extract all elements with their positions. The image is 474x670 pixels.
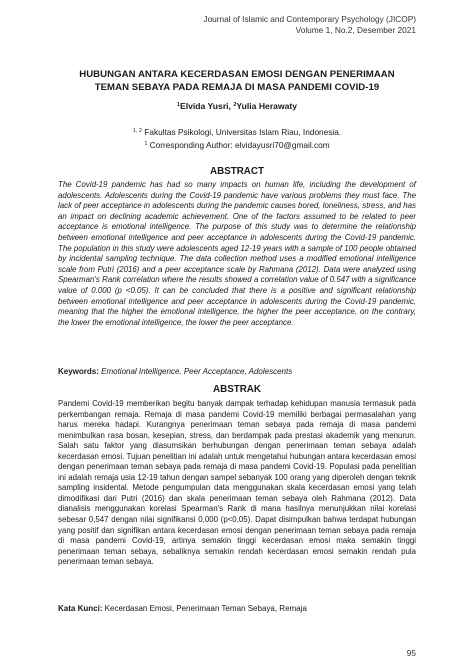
page-number: 95	[406, 648, 416, 658]
corresponding-superscript: 1	[144, 141, 148, 147]
affiliation-block	[58, 125, 416, 151]
corresponding-author: Corresponding Author: elvidayusri70@gmail.com	[147, 140, 330, 150]
title-line-1: HUBUNGAN ANTARA KECERDASAN EMOSI DENGAN PENERIMAAN	[79, 69, 395, 80]
keywords-label: Keywords:	[58, 367, 99, 376]
abstract-heading: ABSTRACT	[210, 166, 264, 177]
kata-kunci-value: Kecerdasan Emosi, Penerimaan Teman Sebaya, Remaja	[102, 604, 307, 613]
kata-kunci-line	[58, 604, 416, 615]
paper-title	[58, 68, 416, 94]
title-line-2: TEMAN SEBAYA PADA REMAJA DI MASA PANDEMI COVID-19	[94, 82, 380, 93]
abstrak-text: Pandemi Covid-19 memberikan begitu banyak dampak terhadap kehidupan manusia termasuk pada perkembangan remaja. Remaja di masa pandemi Covid-19 memiliki berbagai permasalahan yang harus mereka hadapi. Kurangnya penerimaan teman sebaya pada remaja di masa pandemi menimbulkan rasa bosan, kesepian, stress, dan berdampak pada prestasi akademik yang menurun. Salah satu faktor yang diasumsikan berhubungan dengan penerimaan teman sebaya adalah kecerdasan emosi. Tujuan penelitian ini adalah untuk mengetahui hubungan antara kecerdasan emosi dengan penerimaan teman sebaya pada remaja di masa pandemi Covid-19. Populasi pada penelitian ini adalah remaja usia 12-19 tahun dengan sampel sebanyak 100 orang yang diperoleh dengan teknik sampling insidental. Metode pengumpulan data menggunakan skala kecerdasan emosi yang telah dimodifikasi dari Putri (2016) dan skala penerimaan teman sebaya oleh Rahmana (2012). Data dianalisis menggunakan korelasi Spearman's Rank di mana hasilnya menunjukkan nilai korelasi sebesar 0,547 dengan nilai signifikansi 0,000 (p<0,05). Dapat disimpulkan bahwa terdapat hubungan yang positif dan signifikan antara kecerdasan emosi dengan penerimaan teman sebaya pada remaja di masa pandemi Covid-19, artinya semakin tinggi kecerdasan emosi maka semakin tinggi penerimaan teman sebaya, sebaliknya semakin rendah kecerdasan emosi semakin rendah pula penerimaan teman sebaya.	[58, 399, 416, 567]
journal-name: Journal of Islamic and Contemporary Psychology (JICOP)	[203, 14, 416, 24]
author-list	[58, 101, 416, 111]
journal-volume: Volume 1, No.2, Desember 2021	[295, 25, 416, 35]
kata-kunci-label: Kata Kunci:	[58, 604, 103, 613]
author-1: Elvida Yusri,	[179, 101, 234, 111]
author1-superscript: 1	[176, 102, 180, 108]
journal-header	[203, 14, 416, 36]
author2-superscript: 2	[233, 102, 237, 108]
author-2: Yulia Herawaty	[236, 101, 298, 111]
corresponding-line	[58, 138, 416, 151]
affiliation-superscript: 1, 2	[132, 128, 142, 134]
keywords-line	[58, 367, 416, 378]
abstract-text: The Covid-19 pandemic has had so many impacts on human life, including the development of adolescents. Adolescents during the Covid-19 pandemic have various problems they must face. The lack of peer acceptance in adolescents during the pandemic causes bored, loneliness, stress, and has an impact on declining academic achievement. One of the factors assumed to be related to peer acceptance is emotional intelligence. The purpose of this study was to determine the relationship between emotional intelligence and peer acceptance in adolescents during the Covid-19 pandemic. The population in this study were adolescents aged 12-19 years with a sample of 100 people obtained by incidental sampling technique. The data collection method uses a modified emotional intelligence scale from Putri (2016) and a peer acceptance scale by Rahmana (2012). Data were analyzed using Spearman's Rank correlation where the results showed a correlation value of 0.547 with a significance value of 0.000 (p <0.05). It can be concluded that there is a positive and significant relationship between emotional intelligence and peer acceptance in adolescents during the Covid-19 pandemic, meaning that the higher the emotional intelligence, the higher the peer acceptance, on the contrary, the lower the emotional intelligence, the lower the peer acceptance.	[58, 180, 416, 327]
affiliation-institution: Fakultas Psikologi, Universitas Islam Riau, Indonesia.	[141, 127, 342, 137]
affiliation-line	[58, 125, 416, 138]
keywords-value: Emotional Intelligence, Peer Acceptance, Adolescents	[98, 367, 293, 376]
abstrak-heading: ABSTRAK	[213, 384, 261, 395]
